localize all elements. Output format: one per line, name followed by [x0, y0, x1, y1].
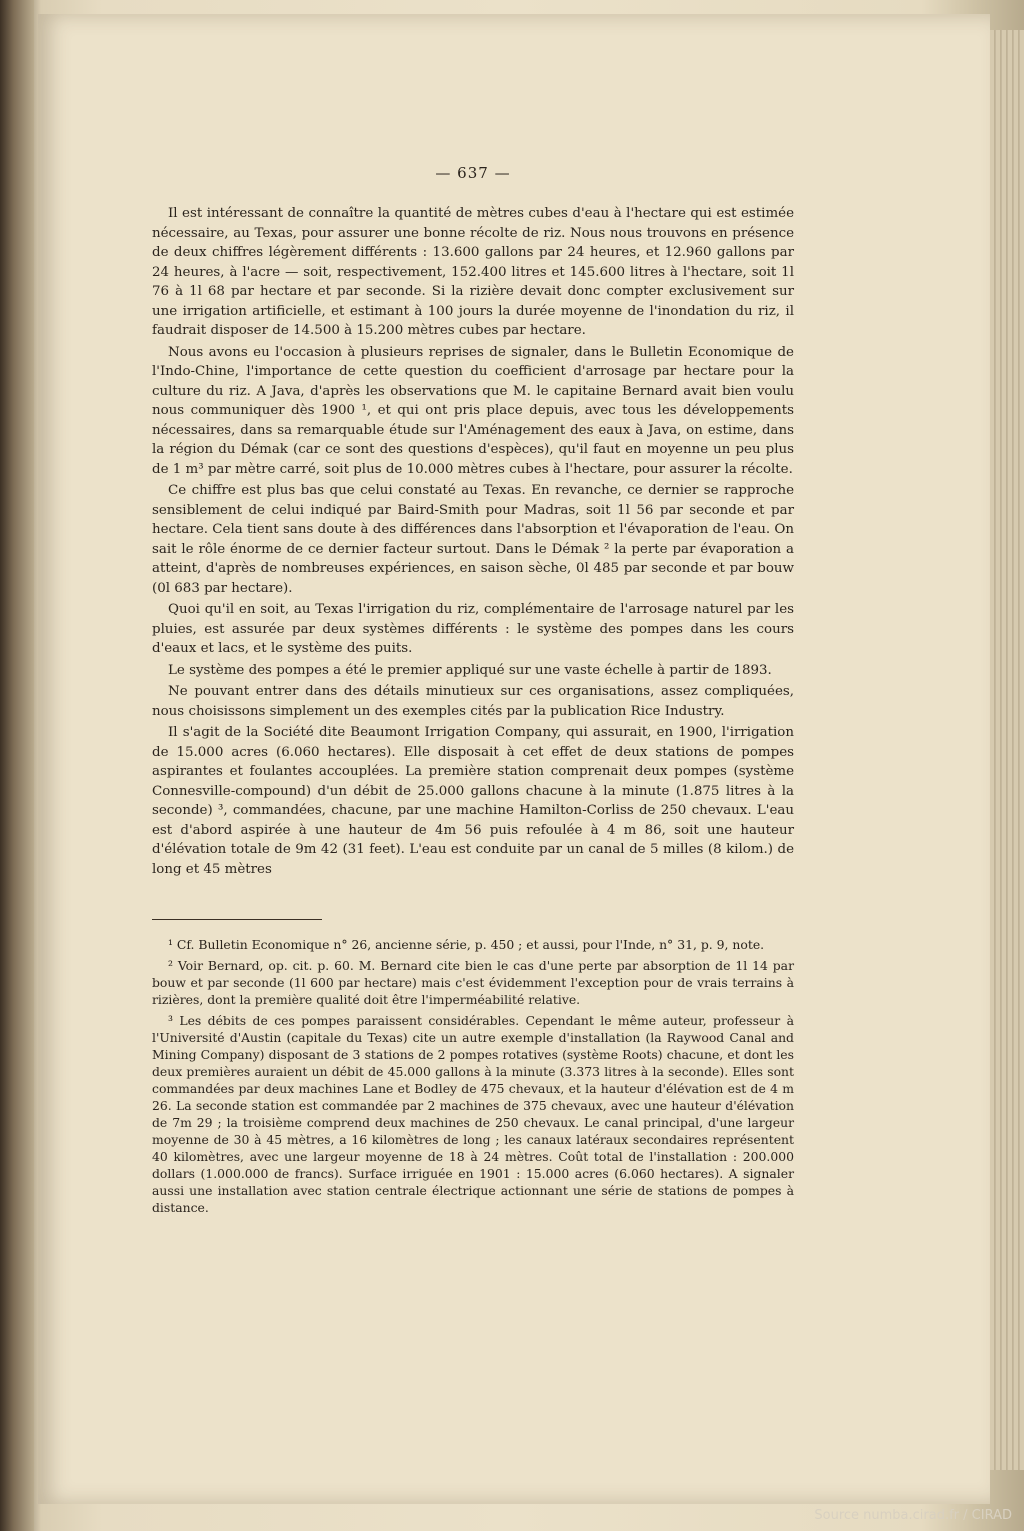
paragraph-4: Quoi qu'il en soit, au Texas l'irrigation du riz, complémentaire de l'arrosage naturel par les pluies, est assurée par deux systèmes différents : le système des pompes dans les cours d'eaux et lacs, et le système des puits.	[152, 602, 794, 656]
footnote-divider	[152, 919, 322, 920]
paragraph-6: Ne pouvant entrer dans des détails minutieux sur ces organisations, assez compliquées, nous choisissons simplement un des exemples cités par la publication Rice Industry.	[152, 684, 794, 719]
paragraph-7: Il s'agit de la Société dite Beaumont Irrigation Company, qui assurait, en 1900, l'irrigation de 15.000 acres (6.060 hectares). Elle disposait à cet effet de deux stations de pompes aspirantes et foulantes accouplées. La première station comprenait deux pompes (système Connesville-compound) d'un débit de 25.000 gallons chacune à la minute (1.875 litres à la seconde) ³, commandées, chacune, par une machine Hamilton-Corliss de 250 chevaux. L'eau est d'abord aspirée à une hauteur de 4m 56 puis refoulée à 4 m 86, soit une hauteur d'élévation totale de 9m 42 (31 feet). L'eau est conduite par un canal de 5 milles (8 kilom.) de long et 45 mètres	[152, 725, 794, 877]
book-page	[38, 14, 990, 1504]
paragraph-5: Le système des pompes a été le premier appliqué sur une vaste échelle à partir de 1893.	[168, 662, 772, 678]
previous-page-edge	[0, 0, 34, 1531]
page-number: — 637 —	[435, 164, 511, 182]
paragraph-2: Nous avons eu l'occasion à plusieurs reprises de signaler, dans le Bulletin Economique de l'Indo-Chine, l'importance de cette question du coefficient d'arrosage par hectare pour la culture du riz. A Java, d'après les observations que M. le capitaine Bernard avait bien voulu nous communiquer dès 1900 ¹, et qui ont pris place depuis, avec tous les développements nécessaires, dans sa remarquable étude sur l'Aménagement des eaux à Java, on estime, dans la région du Démak (car ce sont des questions d'espèces), qu'il faut en moyenne un peu plus de 1 m³ par mètre carré, soit plus de 10.000 mètres cubes à l'hectare, pour assurer la récolte.	[152, 344, 794, 477]
paragraph-3: Ce chiffre est plus bas que celui constaté au Texas. En revanche, ce dernier se rapproche sensiblement de celui indiqué par Baird-Smith pour Madras, soit 1l 56 par seconde et par hectare. Cela tient sans doute à des différences dans l'absorption et l'évaporation de l'eau. On sait le rôle énorme de ce dernier facteur surtout. Dans le Démak ² la perte par évaporation a atteint, d'après de nombreuses expériences, en saison sèche, 0l 485 par seconde et par bouw (0l 683 par hectare).	[152, 483, 794, 596]
paragraph-1: Il est intéressant de connaître la quantité de mètres cubes d'eau à l'hectare qui est estimée nécessaire, au Texas, pour assurer une bonne récolte de riz. Nous nous trouvons en présence de deux chiffres légèrement différents : 13.600 gallons par 24 heures, et 12.960 gallons par 24 heures, à l'acre — soit, respectivement, 152.400 litres et 145.600 litres à l'hectare, soit 1l 76 à 1l 68 par hectare et par seconde. Si la rizière devait donc compter exclusivement sur une irrigation artificielle, et estimant à 100 jours la durée moyenne de l'inondation du riz, il faudrait disposer de 14.500 à 15.200 mètres cubes par hectare.	[152, 206, 794, 338]
footnote-3: ³ Les débits de ces pompes paraissent considérables. Cependant le même auteur, professeur à l'Université d'Austin (capitale du Texas) cite un autre exemple d'installation (la Raywood Canal and Mining Company) disposant de 3 stations de 2 pompes rotatives (système Roots) chacune, et dont les deux premières auraient un débit de 45.000 gallons à la minute (3.373 litres à la seconde). Elles sont commandées par deux machines Lane et Bodley de 475 chevaux, et la hauteur d'élévation est de 4 m 26. La seconde station est commandée par 2 machines de 375 chevaux, avec une hauteur d'élévation de 7m 29 ; la troisième comprend deux machines de 250 chevaux. Le canal principal, d'une largeur moyenne de 30 à 45 mètres, a 16 kilomètres de long ; les canaux latéraux secondaires représentent 40 kilomètres, avec une largeur moyenne de 18 à 24 mètres. Coût total de l'installation : 200.000 dollars (1.000.000 de francs). Surface irriguée en 1901 : 15.000 acres (6.060 hectares). A signaler aussi une installation avec station centrale électrique actionnant une série de stations de pompes à distance.	[152, 1013, 794, 1215]
source-credit: Source numba.cirad.fr / CIRAD	[814, 1508, 1012, 1523]
footnote-1: ¹ Cf. Bulletin Economique n° 26, ancienne série, p. 450 ; et aussi, pour l'Inde, n° 31, p. 9, note.	[168, 937, 765, 952]
page-content	[152, 164, 794, 1220]
footnote-2: ² Voir Bernard, op. cit. p. 60. M. Bernard cite bien le cas d'une perte par absorption de 1l 14 par bouw et par seconde (1l 600 par hectare) mais c'est évidemment l'exception pour de vrais terrains à rizières, dont la première qualité doit être l'imperméabilité relative.	[152, 958, 794, 1007]
